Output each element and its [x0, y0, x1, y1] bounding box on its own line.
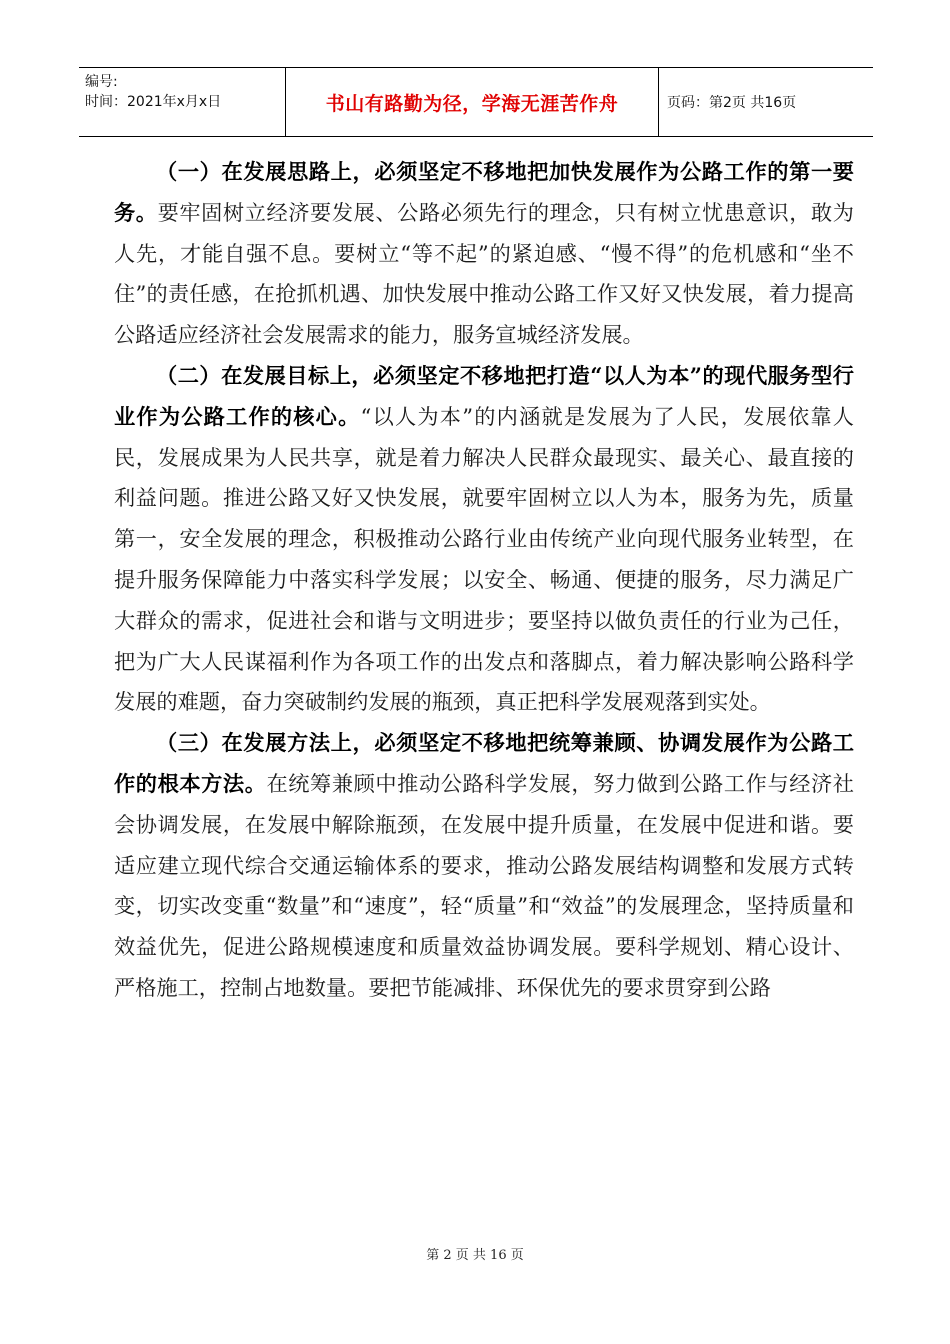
- time-label: 时间：2021年x月x日: [85, 94, 222, 110]
- paragraph-2-heading: （二）在发展目标上，必须坚定不移地把打造“以人为本”的现代服务型行业作为公路工作的核心。: [114, 362, 854, 429]
- paragraph-1-text: 要牢固树立经济要发展、公路必须先行的理念，只有树立忧患意识，敢为人先，才能自强不息。要树立“等不起”的紧迫感、“慢不得”的危机感和“坐不住”的责任感，在抢抓机遇、加快发展中推动公路工作又好又快发展，着力提高公路适应经济社会发展需求的能力，服务宣城经济发展。: [114, 199, 854, 348]
- paragraph-1-heading: （一）在发展思路上，必须坚定不移地把加快发展作为公路工作的第一要务。: [114, 159, 854, 225]
- header-meta: [79, 68, 285, 136]
- header-motto: 书山有路勤为径，学海无涯苦作舟: [285, 68, 659, 136]
- paragraph-1: [114, 152, 854, 356]
- paragraph-2: [114, 356, 854, 723]
- paragraph-3: [114, 723, 854, 1009]
- number-label: 编号:: [85, 74, 118, 90]
- document-header: [79, 67, 873, 137]
- page-footer: 第 2 页 共 16 页: [426, 1248, 524, 1263]
- header-page-info: 页码：第2页 共16页: [667, 95, 797, 111]
- paragraph-3-text: 在统筹兼顾中推动公路科学发展，努力做到公路工作与经济社会协调发展，在发展中解除瓶颈，在发展中提升质量，在发展中促进和谐。要适应建立现代综合交通运输体系的要求，推动公路发展结构调整和发展方式转变，切实改变重“数量”和“速度”，轻“质量”和“效益”的发展理念，坚持质量和效益优先，促进公路规模速度和质量效益协调发展。要科学规划、精心设计、严格施工，控制占地数量。要把节能减排、环保优先的要求贯穿到公路: [114, 770, 854, 1000]
- document-body: [114, 152, 854, 1009]
- paragraph-2-text: “以人为本”的内涵就是发展为了人民，发展依靠人民，发展成果为人民共享，就是着力解决人民群众最现实、最关心、最直接的利益问题。推进公路又好又快发展，就要牢固树立以人为本，服务为先，质量第一，安全发展的理念，积极推动公路行业由传统产业向现代服务业转型，在提升服务保障能力中落实科学发展；以安全、畅通、便捷的服务，尽力满足广大群众的需求，促进社会和谐与文明进步；要坚持以做负责任的行业为己任，把为广大人民谋福利作为各项工作的出发点和落脚点，着力解决影响公路科学发展的难题，奋力突破制约发展的瓶颈，真正把科学发展观落到实处。: [114, 403, 854, 715]
- paragraph-3-heading: （三）在发展方法上，必须坚定不移地把统筹兼顾、协调发展作为公路工作的根本方法。: [114, 730, 854, 796]
